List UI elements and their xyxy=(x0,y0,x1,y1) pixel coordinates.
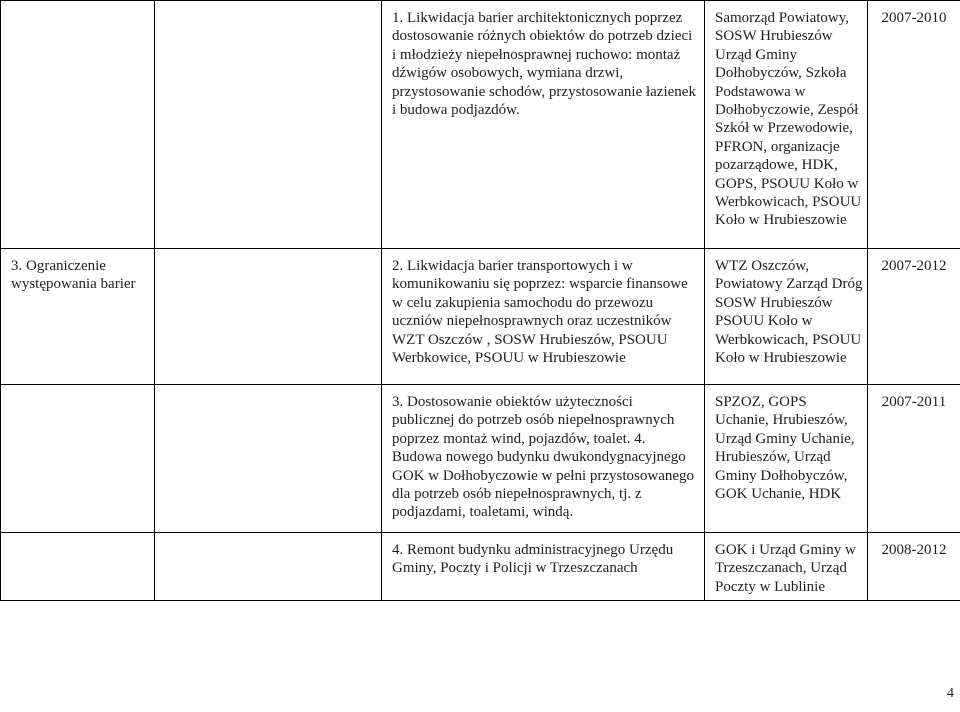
partners-cell: SPZOZ, GOPS Uchanie, Hrubieszów, Urząd Gminy Uchanie, Hrubieszów, Urząd Gminy Dołhobyczów, GOK Uchanie, HDK xyxy=(705,385,868,533)
task-cell: 1. Likwidacja barier architektonicznych poprzez dostosowanie różnych obiektów do potrzeb dzieci i młodzieży niepełnosprawnej ruchowo: montaż dźwigów osobowych, wymiana drzwi, przystosowanie schodów, przystosowanie łazienek i budowa podjazdów. xyxy=(382,1,705,249)
task-cell: 3. Dostosowanie obiektów użyteczności publicznej do potrzeb osób niepełnosprawnych poprzez montaż wind, pojazdów, toalet. 4. Budowa nowego budynku dwukondygnacyjnego GOK w Dołhobyczowie w pełni przystosowanego dla potrzeb osób niepełnosprawnych, tj. z podjazdami, toaletami, windą. xyxy=(382,385,705,533)
partners-cell: Samorząd Powiatowy, SOSW Hrubieszów Urząd Gminy Dołhobyczów, Szkoła Podstawowa w Dołhobyczowie, Zespół Szkół w Przewodowie, PFRON, organizacje pozarządowe, HDK, GOPS, PSOUU Koło w Werbkowicach, PSOUU Koło w Hrubieszowie xyxy=(705,1,868,249)
table-row xyxy=(1,385,960,533)
empty-cell xyxy=(155,533,382,601)
table-row xyxy=(1,249,960,385)
empty-cell xyxy=(155,385,382,533)
task-cell: 4. Remont budynku administracyjnego Urzędu Gminy, Poczty i Policji w Trzeszczanach xyxy=(382,533,705,601)
page-number: 4 xyxy=(947,686,954,701)
task-cell: 2. Likwidacja barier transportowych i w komunikowaniu się poprzez: wsparcie finansowe w celu zakupienia samochodu do przewozu uczniów niepełnosprawnych oraz uczestników WZT Oszczów , SOSW Hrubieszów, PSOUU Werbkowice, PSOUU w Hrubieszowie xyxy=(382,249,705,385)
empty-cell xyxy=(155,249,382,385)
table-row xyxy=(1,1,960,249)
goal-cell xyxy=(1,1,155,249)
period-cell: 2007-2010 xyxy=(868,1,960,249)
empty-cell xyxy=(155,1,382,249)
goal-cell: 3. Ograniczenie występowania barier xyxy=(1,249,155,385)
period-cell: 2008-2012 xyxy=(868,533,960,601)
partners-cell: GOK i Urząd Gminy w Trzeszczanach, Urząd Poczty w Lublinie xyxy=(705,533,868,601)
period-cell: 2007-2011 xyxy=(868,385,960,533)
partners-cell: WTZ Oszczów, Powiatowy Zarząd Dróg SOSW Hrubieszów PSOUU Koło w Werbkowicach, PSOUU Koło w Hrubieszowie xyxy=(705,249,868,385)
table-row xyxy=(1,533,960,601)
goal-cell xyxy=(1,385,155,533)
goal-cell xyxy=(1,533,155,601)
period-cell: 2007-2012 xyxy=(868,249,960,385)
